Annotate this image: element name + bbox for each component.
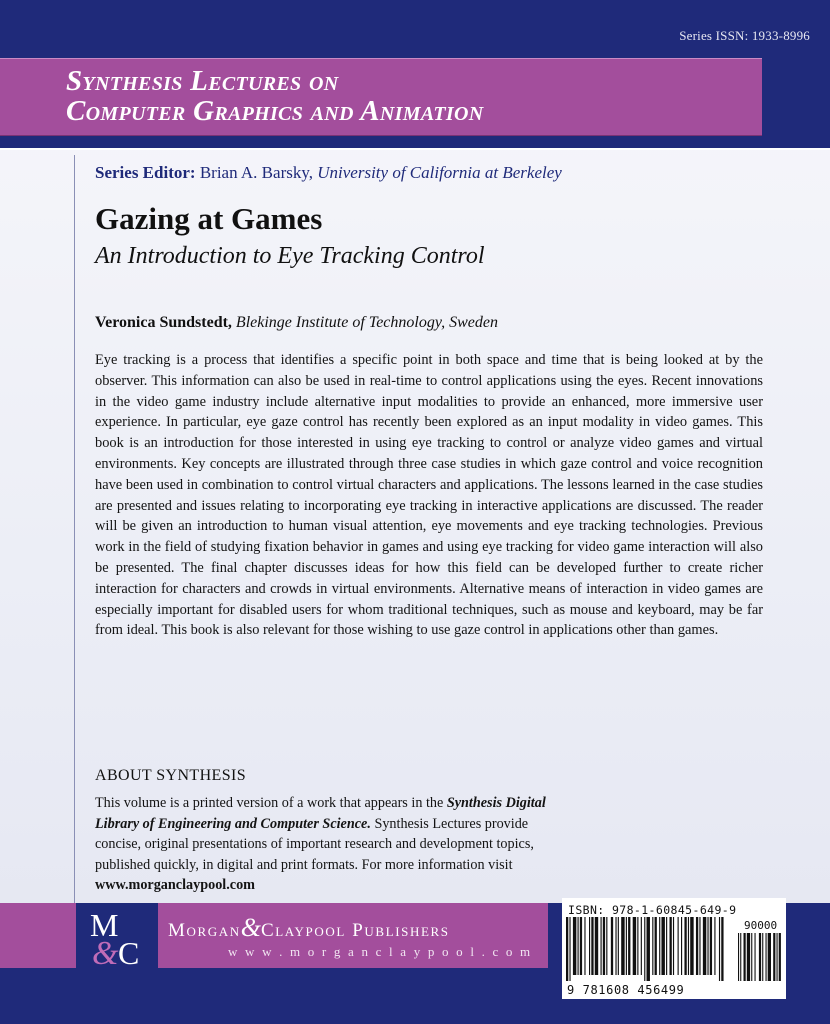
price-code: 90000: [744, 919, 778, 932]
publisher-name-amp: &: [240, 913, 261, 942]
barcode-bar: [673, 917, 674, 975]
barcode-bar: [703, 917, 706, 975]
barcode-addon-bar: [766, 933, 767, 981]
book-subtitle: An Introduction to Eye Tracking Control: [95, 243, 485, 269]
barcode-bar: [684, 917, 686, 975]
series-title: [66, 66, 756, 126]
barcode-addon-bar: [755, 933, 756, 981]
barcode-bar: [611, 917, 613, 975]
barcode-addon-bar: [744, 933, 746, 981]
about-text: [95, 793, 551, 896]
barcode-bar: [589, 917, 590, 975]
left-vertical-rule: [74, 155, 75, 905]
barcode-bar: [566, 917, 568, 981]
barcode-bar: [569, 917, 570, 981]
series-editor-label: Series Editor:: [95, 163, 196, 182]
logo-m: M: [90, 907, 119, 943]
barcode-bar: [573, 917, 576, 975]
publisher-logo: [84, 906, 154, 970]
barcode-bar: [601, 917, 602, 975]
logo-amp: &: [92, 935, 119, 970]
barcode-bar: [595, 917, 598, 975]
series-editor-affiliation: University of California at Berkeley: [317, 163, 562, 182]
barcode-bar: [670, 917, 672, 975]
barcode-bar: [696, 917, 698, 975]
barcode-bar: [688, 917, 689, 975]
barcode-addon-bar: [740, 933, 741, 981]
about-text-part1: This volume is a printed version of a work that appears in the: [95, 795, 447, 811]
barcode-bar: [591, 917, 593, 975]
barcode-bar: [647, 917, 650, 981]
about-text-part2: Synthesis Lectures provide concise, original presentations of important research and development topics, published quickly, in digital and print formats. For more information visit: [95, 815, 534, 873]
series-issn: Series ISSN: 1933-8996: [679, 28, 810, 43]
barcode-addon-bar: [759, 933, 761, 981]
author-affiliation: Blekinge Institute of Technology, Sweden: [235, 314, 498, 331]
barcode-addon-bar: [747, 933, 750, 981]
about-library-name: Synthesis Digital Library of Engineering and Computer Science.: [95, 795, 546, 832]
series-title-line2: Computer Graphics and Animation: [66, 95, 484, 127]
barcode-bar: [690, 917, 693, 975]
barcode-bar: [618, 917, 619, 975]
barcode-bar: [678, 917, 679, 975]
barcode-bar: [681, 917, 682, 975]
series-editor-name: Brian A. Barsky,: [199, 163, 313, 182]
barcode-addon-bar: [762, 933, 763, 981]
ean-number: 9 781608 456499: [567, 983, 685, 997]
series-title-line1: Synthesis Lectures on: [66, 65, 339, 97]
barcode-bar: [641, 917, 642, 975]
barcode-bar: [719, 917, 720, 981]
series-editor: [95, 163, 562, 183]
author-line: [95, 314, 498, 332]
barcode-bar: [580, 917, 582, 975]
barcode-bar: [633, 917, 636, 975]
barcode-bar: [721, 917, 723, 981]
barcode-bar: [578, 917, 579, 975]
isbn-label: ISBN: 978-1-60845-649-9: [568, 903, 737, 917]
barcode-bar: [637, 917, 638, 975]
logo-c: C: [118, 935, 140, 970]
barcode-bar: [621, 917, 624, 975]
publisher-name: [168, 913, 450, 943]
about-heading: ABOUT SYNTHESIS: [95, 767, 247, 784]
barcode-bar: [615, 917, 616, 975]
barcode-bar: [603, 917, 605, 975]
author-name: Veronica Sundstedt,: [95, 314, 232, 331]
barcode-addon-bar: [773, 933, 775, 981]
barcode-bar: [628, 917, 630, 975]
barcode-bar: [584, 917, 585, 975]
barcode-bar: [707, 917, 708, 975]
barcode-addon-bar: [777, 933, 778, 981]
book-title: Gazing at Games: [95, 201, 323, 236]
publisher-name-part2: Claypool Publishers: [260, 920, 450, 941]
top-divider: [0, 148, 830, 150]
barcode-bar: [699, 917, 700, 975]
barcode-bar: [652, 917, 653, 975]
publisher-url: w w w . m o r g a n c l a y p o o l . c o m: [228, 944, 533, 959]
about-url: www.morganclaypool.com: [95, 877, 255, 894]
barcode-bar: [666, 917, 667, 975]
book-abstract: Eye tracking is a process that identifies a specific point in both space and time that is being looked at by the observer. This information can also be used in real-time to control applications using the eyes. Recent innovations in the video game industry include alternative input modalities to provide an enhanced, more immersive user experience. In particular, eye gaze control has recently been explored as an input modality in video games. This book is an introduction for those interested in using eye tracking to control or analyze video games and virtual environments. Key concepts are illustrated through three case studies in which gaze control and voice recognition have been used in combination to control virtual characters and applications. The lessons learned in the case studies are presented and issues relating to incorporating eye tracking in interactive applications are discussed. The reader will be given an introduction to human visual attention, eye movements and eye tracking technologies. Previous work in the field of studying fixation behavior in games and using eye tracking for video game interaction will also be presented. The final chapter discusses ideas for how this field can be developed further to create richer interaction for characters and crowds in virtual environments. Alternative means of interaction in video games are especially important for disabled users for whom traditional techniques, such as mouse and keyboard, may be far from ideal. This book is also relevant for those wishing to use gaze control in applications other than games.: [95, 352, 763, 639]
barcode-bar: [626, 917, 627, 975]
barcode-addon-bar: [768, 933, 771, 981]
barcode-bar: [659, 917, 660, 975]
publisher-name-part1: Morgan: [168, 920, 241, 941]
barcode-addon-bar: [751, 933, 752, 981]
barcode-bar: [710, 917, 712, 975]
barcode-addon-bar: [738, 933, 739, 981]
barcode-bar: [606, 917, 607, 975]
barcode-bar: [714, 917, 715, 975]
barcode-bar: [644, 917, 645, 981]
barcode-bar: [655, 917, 657, 975]
barcode-bar: [661, 917, 664, 975]
barcode-addon-bar: [779, 933, 781, 981]
